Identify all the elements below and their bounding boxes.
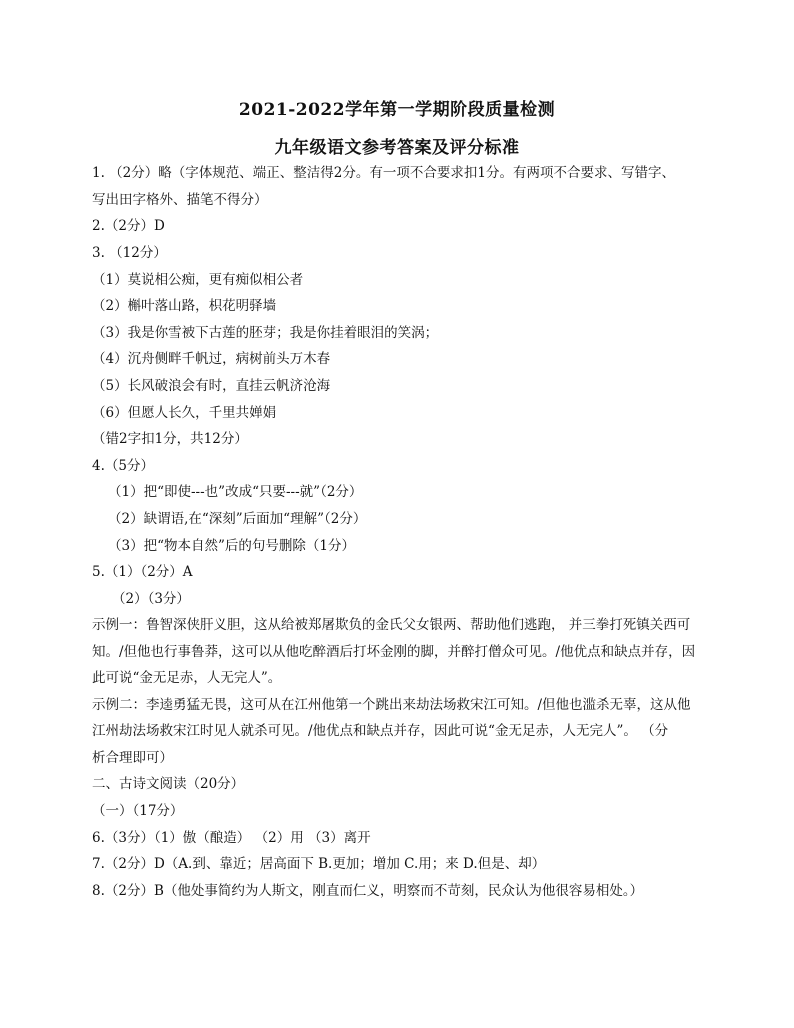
document-title: 2021-2022学年第一学期阶段质量检测 [238,100,556,120]
answer-line: 示例一：鲁智深侠肝义胆，这从给被郑屠欺负的金氏父女银两、帮助他们逃跑， 并三拳打死镇关西可 [92,617,691,633]
answer-line: （5）长风破浪会有时，直挂云帆济沧海 [92,378,331,394]
answer-line: （1）把“即使---也”改成“只要---就”（2分） [108,484,363,500]
answer-line: （6）但愿人长久，千里共婵娟 [92,405,277,421]
answer-line: 2.（2分）D [92,218,165,234]
answer-line: （3）把“物本自然”后的句号删除（1分） [108,538,355,554]
answer-line: 6.（3分）（1）傲（酿造） （2）用 （3）离开 [92,830,371,846]
document-subtitle: 九年级语文参考答案及评分标准 [274,138,520,158]
answer-line: （1）莫说相公痴，更有痴似相公者 [92,272,304,288]
answer-line: （3）我是你雪被下古莲的胚芽；我是你挂着眼泪的笑涡； [92,325,439,341]
answer-line: 5.（1）（2分）A [92,564,193,580]
answer-line: 3. （12分） [92,245,167,261]
answer-line: （一）（17分） [92,803,184,819]
answer-line: 示例二：李逵勇猛无畏，这可从在江州他第一个跳出来劫法场救宋江可知。/但他也滥杀无辜，这从他 [92,697,691,713]
answer-line: 7.（2分）D（A.到、靠近；居高面下 B.更加；增加 C.用；来 D.但是、却） [92,856,546,872]
answer-line: 1. （2分）略（字体规范、端正、整洁得2分。有一项不合要求扣1分。有两项不合要求、写错字、 [92,165,675,181]
answer-line: 8.（2分）B（他处事简约为人斯文，刚直而仁义，明察而不苛刻，民众认为他很容易相处。） [92,883,644,899]
answer-line: 江州劫法场救宋江时见人就杀可见。/他优点和缺点并存，因此可说“金无足赤，人无完人”。 （分 [92,723,669,739]
answer-line: （错2字扣1分，共12分） [92,431,248,447]
answer-line: （2）缺谓语,在“深刻”后面加“理解”（2分） [108,511,367,527]
section-heading: 二、古诗文阅读（20分） [92,776,245,792]
answer-line: （4）沉舟侧畔千帆过，病树前头万木春 [92,351,331,367]
answer-line: （2）（3分） [112,591,190,607]
answer-line: （2）槲叶落山路，枳花明驿墙 [92,298,277,314]
answer-line: 析合理即可） [92,750,173,766]
answer-line: 知。/但他也行事鲁莽，这可以从他吃醉酒后打坏金刚的脚，并醉打僧众可见。/他优点和缺点并存，因 [92,644,696,660]
answer-line: 4.（5分） [92,458,154,474]
answer-line: 写出田字格外、描笔不得分） [92,192,268,208]
answer-line: 此可说“金无足赤，人无完人”。 [92,670,282,686]
